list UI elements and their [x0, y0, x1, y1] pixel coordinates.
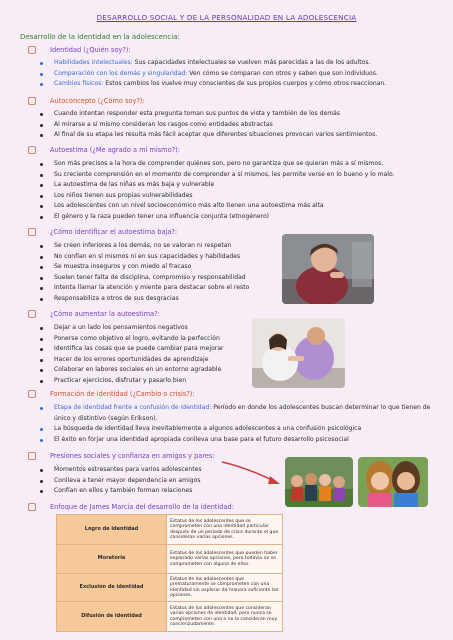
checkbox-aumentar[interactable] [28, 310, 36, 318]
table-label: Exclusión de identidad [57, 574, 167, 602]
list-item: Al mirarse a sí mismo consideran los rasgos como entidades abstractas [54, 120, 440, 131]
list-item: Hacer de los errores oportunidades de aprendizaje [54, 355, 440, 366]
list-item: Su creciente comprensión en el momento de comprender a sí mismos, les permite verse en lo bueno y lo malo. [54, 170, 440, 181]
table-row [57, 574, 283, 602]
list-item: Colaborar en labores sociales en un entorno agradable [54, 365, 440, 376]
list-item: Responsabiliza a otros de sus desgracias [54, 294, 440, 305]
sad-teen-photo [282, 234, 374, 304]
list-item: Al final de su etapa les resulta más fácil aceptar que diferentes situaciones provocan varios sentimientos. [54, 130, 440, 141]
checkbox-baja[interactable] [28, 228, 36, 236]
list-item: Se creen inferiores a los demás, no se valoran ni respetan [54, 241, 440, 252]
table-label: Logro de identidad [57, 515, 167, 545]
list-item: Habilidades intelectuales: Sus capacidades intelectuales se vuelven más parecidas a las de los adultos. [54, 58, 440, 69]
list-item: Comparación con los demás y singularidad: Ven cómo se comparan con otros y saben que son individuos. [54, 69, 440, 80]
two-girls-photo [358, 457, 428, 507]
list-item: Confían en ellos y también forman relaciones [54, 486, 440, 497]
list-item: Momentos estresantes para varios adolescentes [54, 465, 440, 476]
list-item: Practicar ejercicios, disfrutar y pasarlo bien [54, 376, 440, 387]
formacion-section [20, 388, 440, 445]
list-item: Los niños tienen sus propias vulnerabilidades [54, 191, 440, 202]
table-row [57, 515, 283, 545]
list-item: El género y la raza pueden tener una influencia conjunta (etnogénero) [54, 212, 440, 223]
checkbox-autoestima[interactable] [28, 146, 36, 154]
list-item: La autoestima de las niñas es más baja y vulnerable [54, 180, 440, 191]
list-item: Etapa de identidad frente a confusión de identidad: Período en donde los adolescentes buscan determinar lo que tienen de único y distintivo (según Erikson). [54, 403, 434, 424]
list-item: No confían en sí mismos ni en sus capacidades y habilidades [54, 252, 440, 263]
checkbox-presiones[interactable] [28, 452, 36, 460]
page-title: DESARROLLO SOCIAL Y DE LA PERSONALIDAD EN LA ADOLESCENCIA [96, 13, 357, 22]
marcia-heading: Enfoque de James Marcia del desarrollo de la identidad: [50, 502, 234, 511]
identidad-heading: Identidad (¿Quién soy?): [50, 45, 131, 54]
section-intro: Desarrollo de la identidad en la adolescencia: [20, 33, 180, 41]
checkbox-formacion[interactable] [28, 390, 36, 398]
autoestima-baja-section [20, 226, 440, 305]
table-label: Moratoria [57, 545, 167, 574]
aumentar-section [20, 308, 440, 387]
table-desc: Estatus de los adolescentes que prematuramente se comprometen con una identidad sin explorar de manera suficiente las opciones. [167, 574, 283, 602]
list-item: Se muestra inseguros y con miedo al fracaso [54, 262, 440, 273]
identidad-section [20, 44, 440, 90]
marcia-table [56, 514, 283, 632]
list-item: Los adolescentes con un nivel socioeconómico más alto tienen una autoestima más alta [54, 201, 440, 212]
baja-heading: ¿Cómo identificar el autoestima baja?: [50, 227, 178, 236]
marcia-section [20, 501, 440, 512]
list-item: Cuando intentan responder esta pregunta toman sus puntos de vista y también de los demás [54, 109, 440, 120]
list-item: Cambios físicos: Estos cambios los vuelve muy conscientes de sus propios cuerpos y cómo otros reaccionan. [54, 79, 440, 90]
friends-group-photo [285, 457, 353, 507]
aumentar-heading: ¿Cómo aumentar la autoestima?: [50, 309, 160, 318]
checkbox-marcia[interactable] [28, 503, 36, 511]
list-item: Suelen tener falta de disciplina, compromiso y responsabilidad [54, 273, 440, 284]
table-desc: Estatus de los adolescentes que pueden haber explorado varias opciones, pero todavía no se comprometen con alguna de ellas. [167, 545, 283, 574]
table-label: Difusión de identidad [57, 602, 167, 632]
list-item: La búsqueda de identidad lleva inevitablemente a algunos adolescentes a una confusión psicológica [54, 424, 434, 435]
autoconcepto-heading: Autoconcepto (¿Cómo soy?): [50, 96, 145, 105]
table-desc: Estatus de los adolescentes que consideran varias opciones de identidad, pero nunca se comprometen con una o no la consideran muy concienzudamente. [167, 602, 283, 632]
comforting-teens-photo [252, 318, 345, 388]
table-desc: Estatus de los adolescentes que se comprometen con una identidad particular después de un periodo de crisis durante el que consideran varias opciones. [167, 515, 283, 545]
list-item: Conlleva a tener mayor dependencia en amigos [54, 476, 440, 487]
arrow-right-icon [218, 458, 286, 488]
autoestima-section [20, 144, 440, 223]
list-item: Dejar a un lado los pensamientos negativos [54, 323, 440, 334]
checkbox-autoconcepto[interactable] [28, 97, 36, 105]
formacion-heading: Formación de identidad (¿Cambio o crisis?): [50, 389, 195, 398]
list-item: Identifica las cosas que se puede cambiar para mejorar [54, 344, 440, 355]
presiones-heading: Presiones sociales y confianza en amigos y pares: [50, 451, 215, 460]
checkbox-identidad[interactable] [28, 46, 36, 54]
table-row [57, 602, 283, 632]
list-item: Ponerse como objetivo el logro, evitando la perfección [54, 334, 440, 345]
autoestima-heading: Autoestima (¿Me agrado a mí mismo?): [50, 145, 180, 154]
list-item: Intenta llamar la atención y miente para destacar sobre el resto [54, 283, 440, 294]
list-item: El éxito en forjar una identidad apropiada conlleva una base para el futuro desarrollo psicosocial [54, 435, 434, 446]
list-item: Son más precisos a la hora de comprender quiénes son, pero no garantiza que se quieran más a sí mismos. [54, 159, 440, 170]
table-row [57, 545, 283, 574]
autoconcepto-section [20, 95, 440, 141]
